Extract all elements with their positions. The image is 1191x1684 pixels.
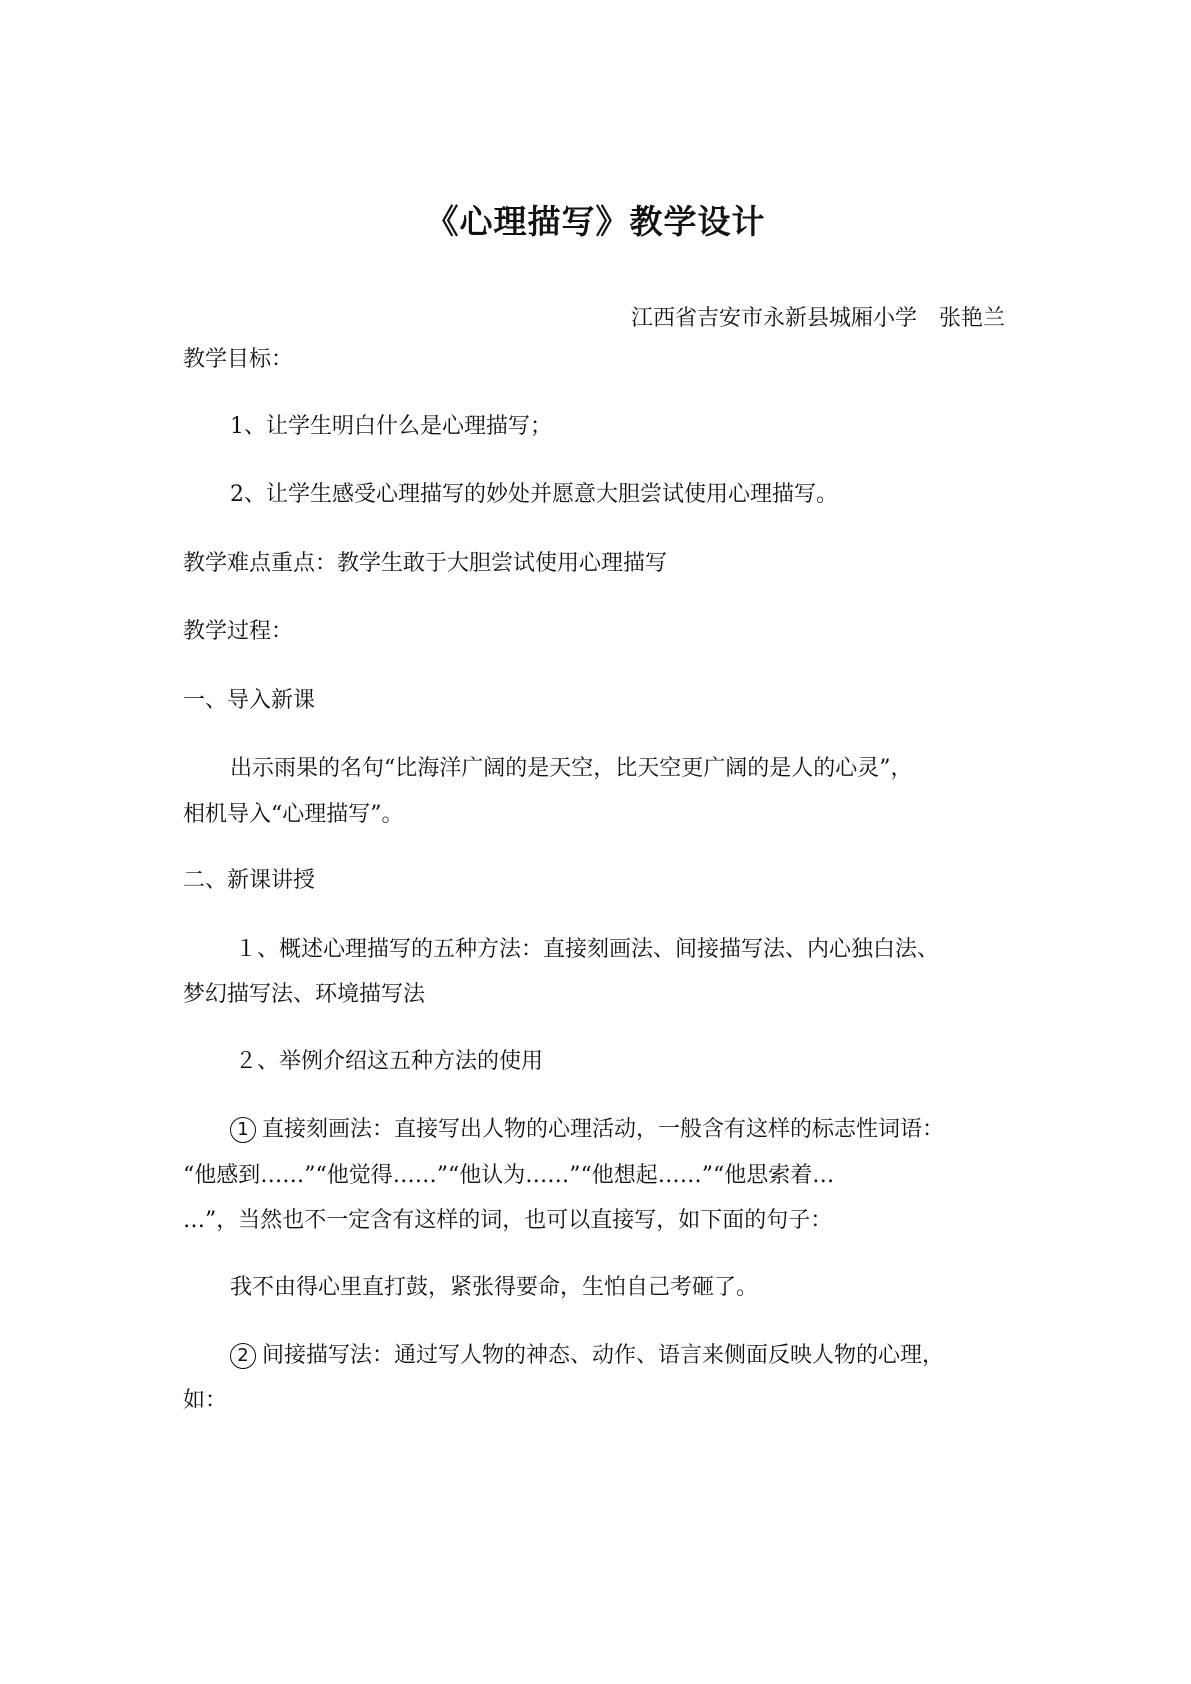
example-1: 我不由得心里直打鼓，紧张得要命，生怕自己考砸了。 (230, 1275, 759, 1300)
document-title: 《心理描写》教学设计 (425, 202, 766, 241)
item-2: ２、举例介绍这五种方法的使用 (235, 1049, 544, 1074)
method-2-line-1 (230, 1341, 944, 1371)
circled-number-1: 1 (230, 1117, 256, 1143)
author-name: 张艳兰 (938, 306, 1005, 331)
method-2-text: 间接描写法：通过写人物的神态、动作、语言来侧面反映人物的心理， (262, 1343, 945, 1368)
item-1-line-2: 梦幻描写法、环境描写法 (183, 982, 426, 1007)
part-1-heading: 一、导入新课 (183, 688, 316, 713)
author-line (631, 301, 1005, 332)
part-1-text-line-2: 相机导入“心理描写”。 (183, 802, 404, 827)
part-1-text-line-1: 出示雨果的名句“比海洋广阔的是天空，比天空更广阔的是人的心灵”， (230, 756, 913, 781)
process-heading: 教学过程： (183, 619, 294, 644)
author-school: 江西省吉安市永新县城厢小学 (630, 306, 917, 331)
method-1-text: 直接刻画法：直接写出人物的心理活动，一般含有这样的标志性词语： (262, 1117, 945, 1142)
method-2-line-2: 如： (183, 1388, 228, 1413)
method-1-line-2: “他感到……”“他觉得……”“他认为……”“他想起……”“他思索着… (183, 1163, 835, 1188)
goal-2: 2、让学生感受心理描写的妙处并愿意大胆尝试使用心理描写。 (230, 482, 838, 507)
circled-number-2: 2 (230, 1343, 256, 1369)
key-points: 教学难点重点：教学生敢于大胆尝试使用心理描写 (183, 551, 668, 576)
goals-heading: 教学目标： (183, 347, 294, 372)
method-1-line-1 (230, 1115, 944, 1145)
method-1-line-3: …”，当然也不一定含有这样的词，也可以直接写，如下面的句子： (183, 1208, 833, 1233)
item-1-line-1: １、概述心理描写的五种方法：直接刻画法、间接描写法、内心独白法、 (235, 937, 940, 962)
part-2-heading: 二、新课讲授 (183, 868, 316, 893)
goal-1: 1、让学生明白什么是心理描写； (230, 414, 552, 439)
